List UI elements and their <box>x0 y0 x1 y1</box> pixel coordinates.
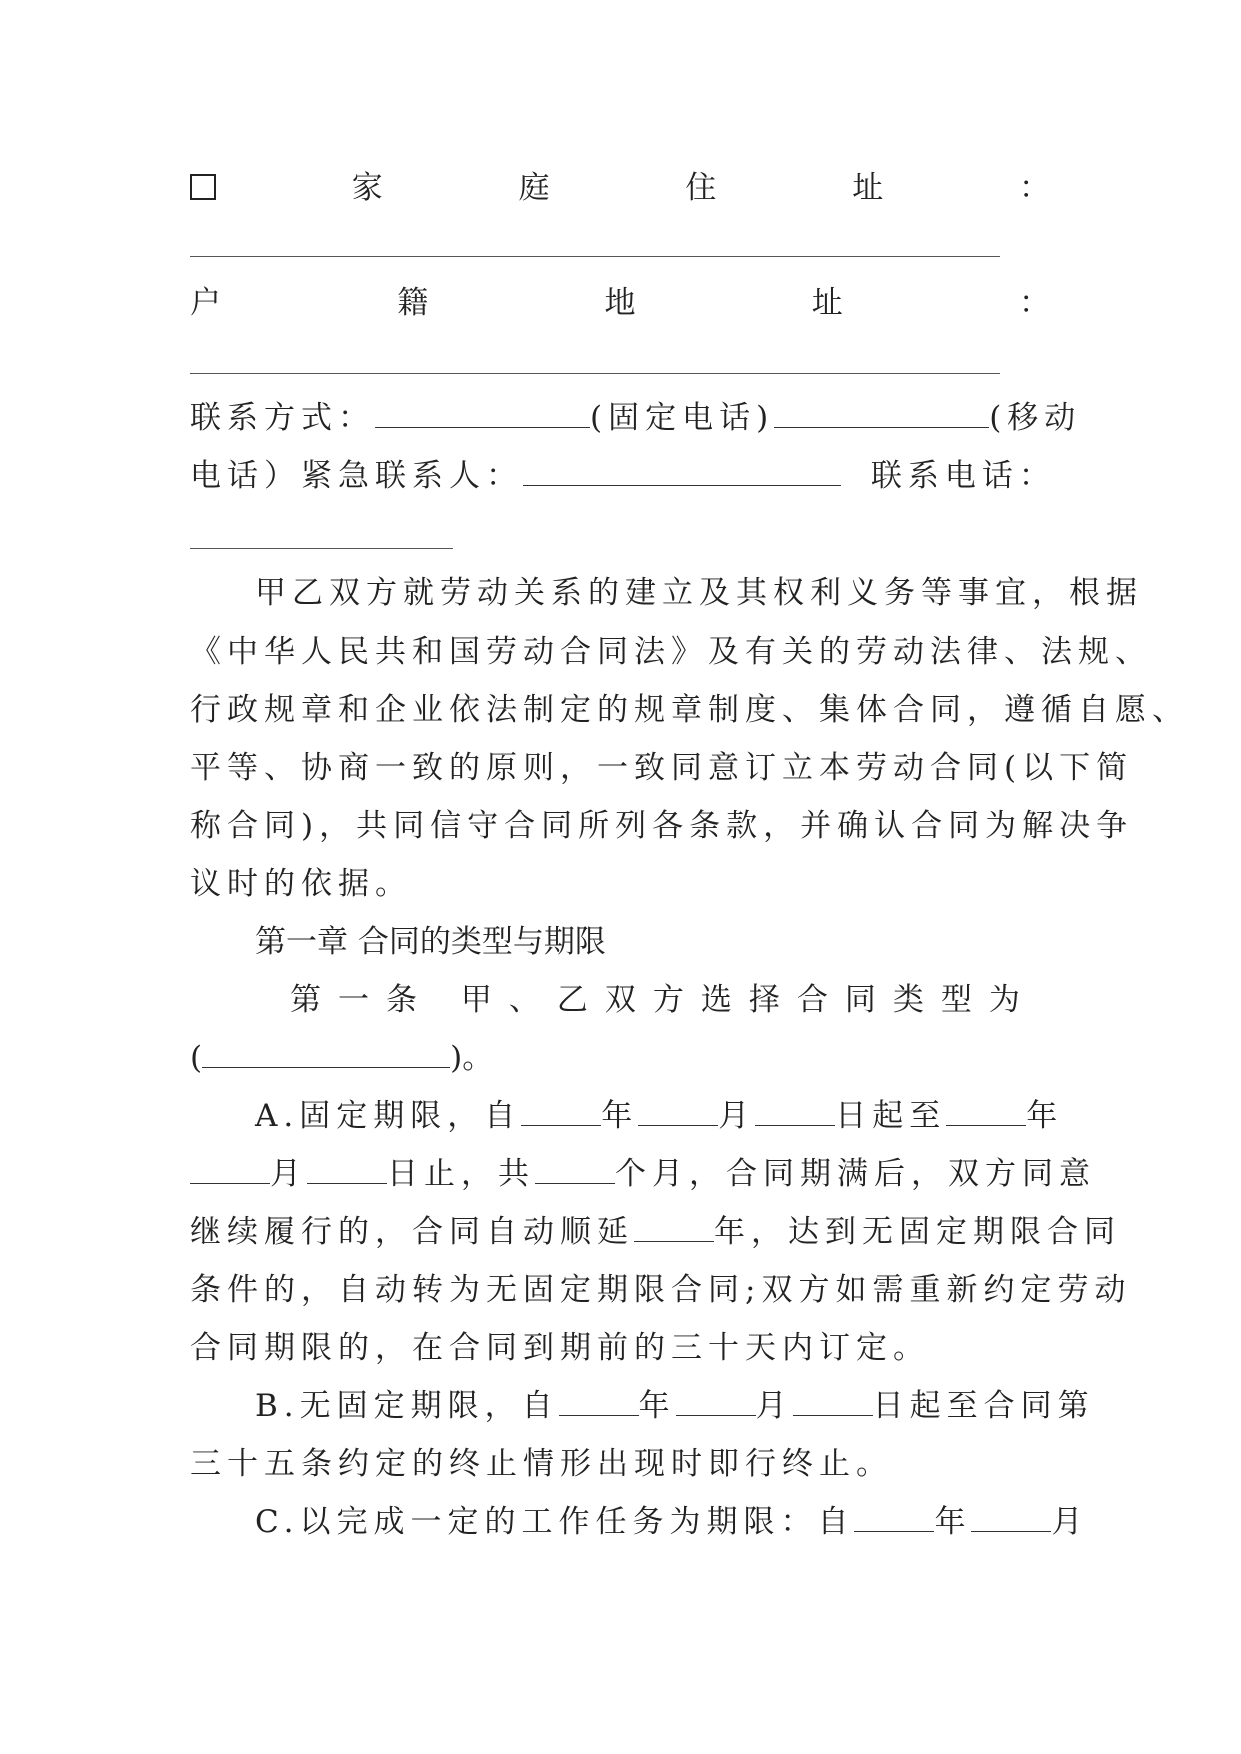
text: C.以完成一定的工作任务为期限：自 <box>255 1504 855 1540</box>
contact-label: 联系方式： <box>190 400 375 436</box>
intro-line: 议时的依据。 <box>190 866 412 902</box>
intro-line: 甲乙双方就劳动关系的建立及其权利义务等事宜，根据 <box>255 575 1143 611</box>
text: 年 <box>1026 1098 1064 1134</box>
fixed-phone-blank[interactable] <box>375 399 590 428</box>
year-blank[interactable] <box>854 1503 934 1532</box>
household-address-label <box>190 283 1050 323</box>
option-a-line: 条件的，自动转为无固定期限合同;双方如需重新约定劳动 <box>190 1272 1132 1308</box>
text: 月 <box>718 1098 756 1134</box>
checkbox[interactable] <box>190 174 216 200</box>
article-1-choice <box>190 1038 1050 1078</box>
text: 年，达到无固定期限合同 <box>714 1214 1121 1250</box>
fixed-phone-label: (固定电话) <box>590 400 775 436</box>
text: 月 <box>270 1156 307 1192</box>
contract-type-blank[interactable] <box>202 1039 450 1068</box>
label-char: ： <box>1018 170 1050 206</box>
contact-phone-label: 联系电话： <box>870 458 1056 494</box>
emergency-contact-label: 电话）紧急联系人： <box>190 458 523 494</box>
mobile-phone-blank[interactable] <box>774 399 989 428</box>
year-blank[interactable] <box>946 1097 1026 1126</box>
contact-phone-blank[interactable] <box>190 548 453 549</box>
label-char: 户 <box>190 285 221 321</box>
option-b-line <box>255 1386 1115 1426</box>
label-char: 籍 <box>397 285 429 321</box>
text: 年 <box>934 1504 972 1540</box>
label-char: 地 <box>604 285 636 321</box>
chapter-title: 第一章 合同的类型与期限 <box>255 924 606 960</box>
label-char: 址 <box>852 170 884 206</box>
home-address-blank[interactable] <box>190 256 1000 257</box>
text: 个月，合同期满后，双方同意 <box>615 1156 1096 1192</box>
label-char: 住 <box>685 170 717 206</box>
day-blank[interactable] <box>793 1387 873 1416</box>
text: 日起至 <box>835 1098 947 1134</box>
text: 月 <box>1051 1504 1089 1540</box>
option-c-line <box>255 1502 1115 1542</box>
year-blank[interactable] <box>521 1097 601 1126</box>
intro-line: 行政规章和企业依法制定的规章制度、集体合同，遵循自愿、 <box>190 692 1189 728</box>
extension-years-blank[interactable] <box>634 1213 714 1242</box>
intro-line: 平等、协商一致的原则，一致同意订立本劳动合同(以下简 <box>190 750 1134 786</box>
months-blank[interactable] <box>535 1155 615 1184</box>
text: A.固定期限，自 <box>255 1098 522 1134</box>
text: 日起至合同第 <box>872 1388 1095 1424</box>
text: 继续履行的，合同自动顺延 <box>190 1214 634 1250</box>
mobile-label: (移动 <box>989 400 1082 436</box>
label-char: ： <box>1019 285 1050 321</box>
label-char: 家 <box>351 170 383 206</box>
label-char: 址 <box>811 285 843 321</box>
day-blank[interactable] <box>307 1155 387 1184</box>
month-blank[interactable] <box>676 1387 756 1416</box>
month-blank[interactable] <box>971 1503 1051 1532</box>
contact-line-2 <box>190 456 1056 496</box>
emergency-contact-blank[interactable] <box>523 457 841 486</box>
option-b-line: 三十五条约定的终止情形出现时即行终止。 <box>190 1446 893 1482</box>
day-blank[interactable] <box>755 1097 835 1126</box>
home-address-label <box>190 168 1050 208</box>
label-char: 庭 <box>518 170 550 206</box>
text: B.无固定期限，自 <box>255 1388 559 1424</box>
article-1-text: 第一条 甲、乙双方选择合同类型为 <box>290 982 1037 1018</box>
option-a-line <box>190 1154 1096 1194</box>
option-a-line <box>255 1096 1115 1136</box>
month-blank[interactable] <box>638 1097 718 1126</box>
household-address-blank[interactable] <box>190 373 1000 374</box>
contact-line-1 <box>190 398 1082 438</box>
text: 年 <box>638 1388 676 1424</box>
text: 日止，共 <box>387 1156 535 1192</box>
paren: ( <box>190 1040 203 1076</box>
option-a-line: 合同期限的，在合同到期前的三十天内订定。 <box>190 1330 930 1366</box>
intro-line: 称合同)，共同信守合同所列各条款，并确认合同为解决争 <box>190 808 1134 844</box>
month-blank[interactable] <box>190 1155 270 1184</box>
text: 年 <box>601 1098 639 1134</box>
option-a-line <box>190 1212 1121 1252</box>
text: 月 <box>755 1388 793 1424</box>
paren: )。 <box>450 1040 494 1076</box>
year-blank[interactable] <box>559 1387 639 1416</box>
intro-line: 《中华人民共和国劳动合同法》及有关的劳动法律、法规、 <box>190 634 1152 670</box>
